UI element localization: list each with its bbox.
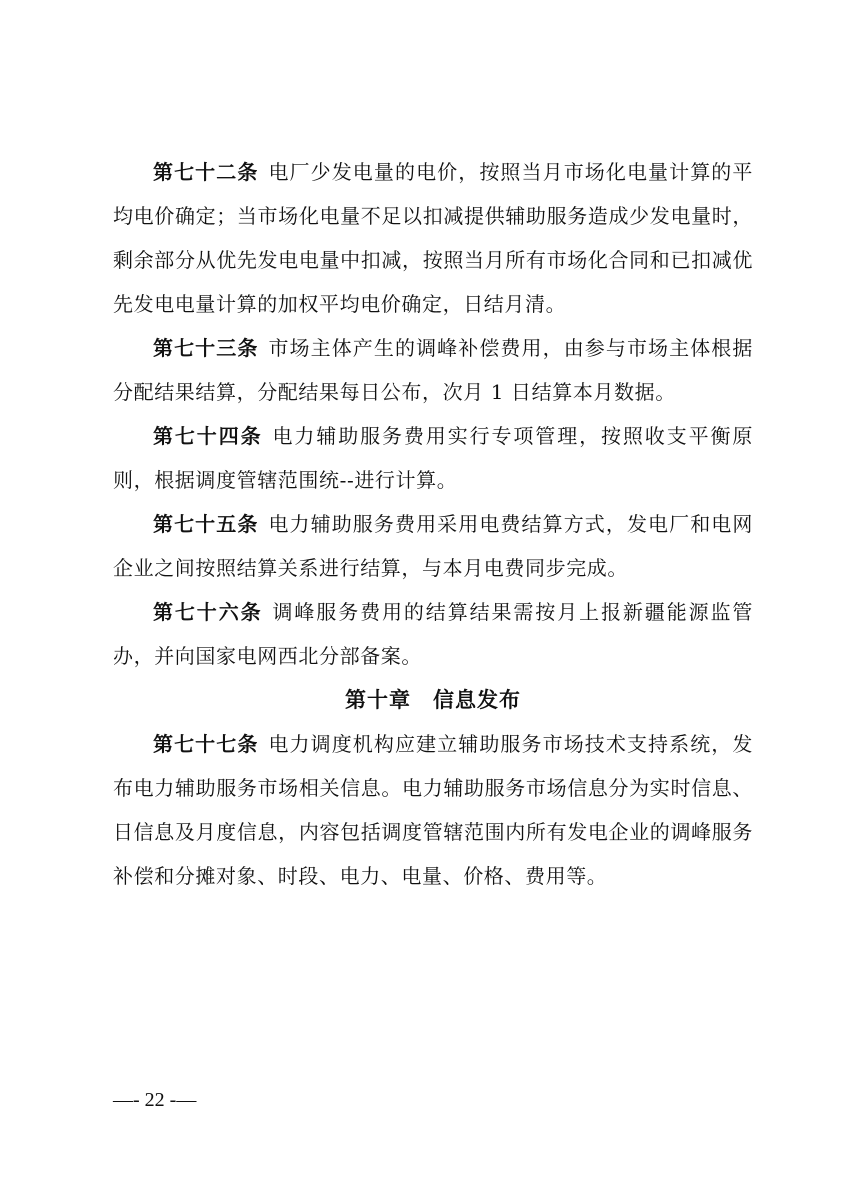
article-label: 第七十七条	[153, 732, 259, 756]
page-content	[113, 150, 753, 898]
article-text: 电力调度机构应建立辅助服务市场技术支持系统，发布电力辅助服务市场相关信息。电力辅助服务市场信息分为实时信息、日信息及月度信息，内容包括调度管辖范围内所有发电企业的调峰服务补偿和分摊对象、时段、电力、电量、价格、费用等。	[113, 732, 753, 888]
article-label: 第七十六条	[153, 600, 263, 624]
article-text: 电力辅助服务费用采用电费结算方式，发电厂和电网企业之间按照结算关系进行结算，与本月电费同步完成。	[113, 512, 753, 580]
article-text: 电厂少发电量的电价，按照当月市场化电量计算的平均电价确定；当市场化电量不足以扣减提供辅助服务造成少发电量时，剩余部分从优先发电电量中扣减，按照当月所有市场化合同和已扣减优先发电电量计算的加权平均电价确定，日结月清。	[113, 160, 753, 316]
article-75	[113, 502, 753, 590]
chapter-title: 第十章 信息发布	[345, 687, 521, 712]
article-label: 第七十二条	[153, 160, 259, 184]
article-text: 市场主体产生的调峰补偿费用，由参与市场主体根据分配结果结算，分配结果每日公布，次月 1 日结算本月数据。	[113, 336, 753, 404]
article-77	[113, 722, 753, 898]
article-72	[113, 150, 753, 326]
article-73	[113, 326, 753, 414]
page-number: —- 22 -—	[113, 1089, 197, 1111]
article-label: 第七十三条	[153, 336, 259, 360]
article-label: 第七十五条	[153, 512, 259, 536]
article-76	[113, 590, 753, 678]
article-74	[113, 414, 753, 502]
article-text: 调峰服务费用的结算结果需按月上报新疆能源监管办，并向国家电网西北分部备案。	[113, 600, 753, 668]
article-label: 第七十四条	[153, 424, 263, 448]
article-text: 电力辅助服务费用实行专项管理，按照收支平衡原则，根据调度管辖范围统--进行计算。	[113, 424, 753, 492]
